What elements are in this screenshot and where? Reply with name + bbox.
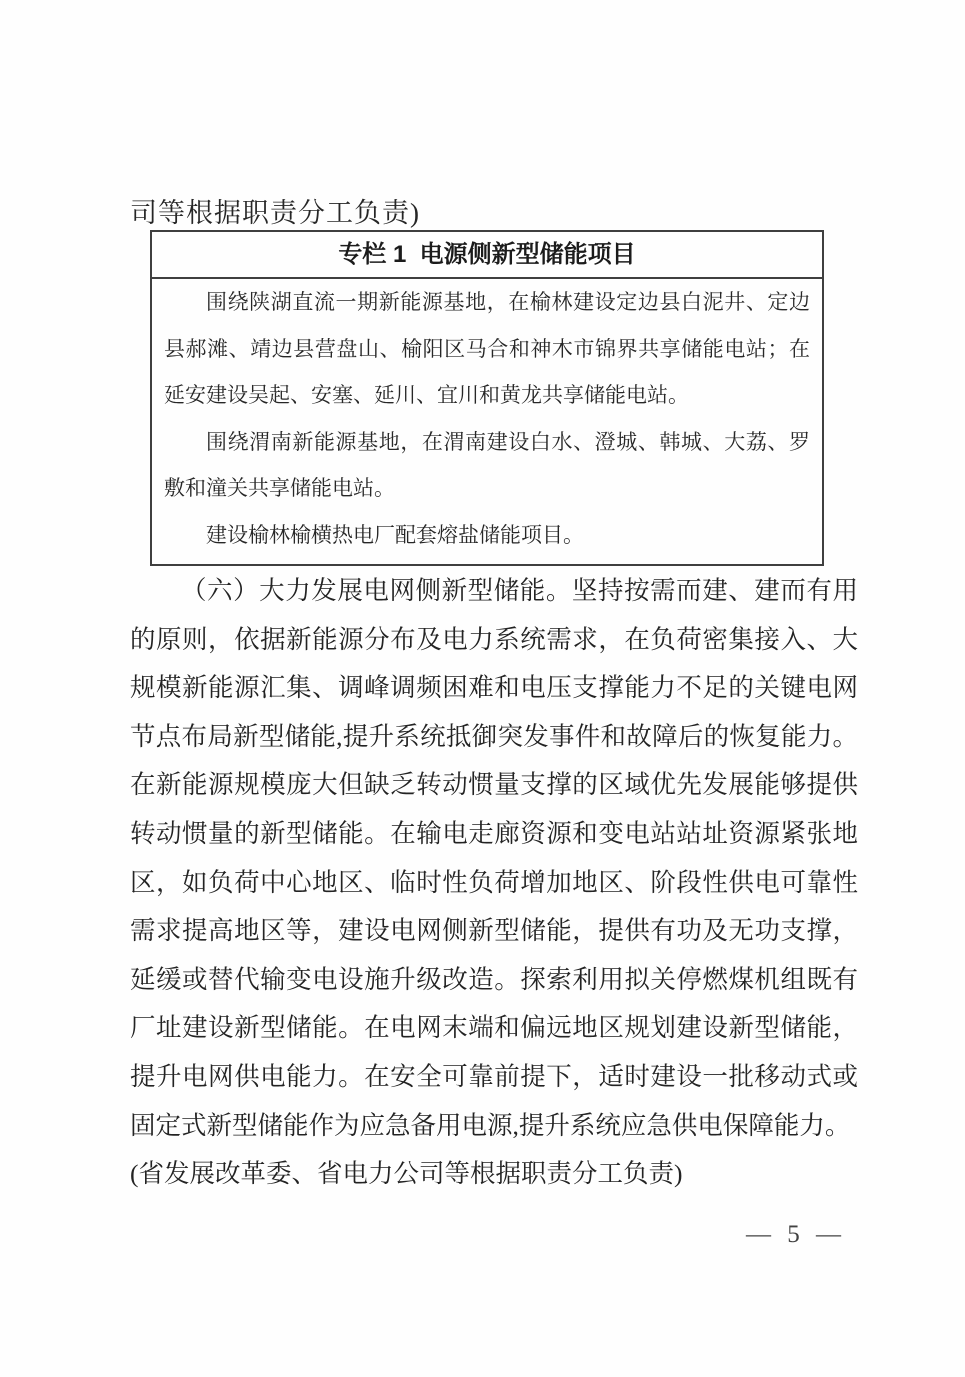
callout-box-body xyxy=(152,279,822,564)
intro-line: 司等根据职责分工负责) xyxy=(130,198,420,228)
page-number: — 5 — xyxy=(746,1221,846,1248)
attribution-line: (省发展改革委、省电力公司等根据职责分工负责) xyxy=(130,1159,683,1189)
main-paragraph: （六）大力发展电网侧新型储能。坚持按需而建、建而有用的原则，依据新能源分布及电力系统需求，在负荷密集接入、大规模新能源汇集、调峰调频困难和电压支撑能力不足的关键电网节点布局新型储能,提升系统抵御突发事件和故障后的恢复能力。在新能源规模庞大但缺乏转动惯量支撑的区域优先发展能够提供转动惯量的新型储能。在输电走廊资源和变电站站址资源紧张地区，如负荷中心地区、临时性负荷增加地区、阶段性供电可靠性需求提高地区等，建设电网侧新型储能，提供有功及无功支撑，延缓或替代输变电设施升级改造。探索利用拟关停燃煤机组既有厂址建设新型储能。在电网末端和偏远地区规划建设新型储能，提升电网供电能力。在安全可靠前提下，适时建设一批移动式或固定式新型储能作为应急备用电源,提升系统应急供电保障能力。 xyxy=(130,576,858,1140)
box-paragraph-1: 围绕陕湖直流一期新能源基地，在榆林建设定边县白泥井、定边县郝滩、靖边县营盘山、榆阳区马合和神木市锦界共享储能电站；在延安建设吴起、安塞、延川、宜川和黄龙共享储能电站。 xyxy=(164,290,810,407)
callout-box-title: 专栏 1 电源侧新型储能项目 xyxy=(152,232,822,279)
main-text-block xyxy=(130,567,858,1199)
callout-box xyxy=(150,230,824,566)
box-paragraph-3: 建设榆林榆横热电厂配套熔盐储能项目。 xyxy=(206,522,584,547)
box-paragraph-2: 围绕渭南新能源基地，在渭南建设白水、澄城、韩城、大荔、罗敷和潼关共享储能电站。 xyxy=(164,429,810,500)
